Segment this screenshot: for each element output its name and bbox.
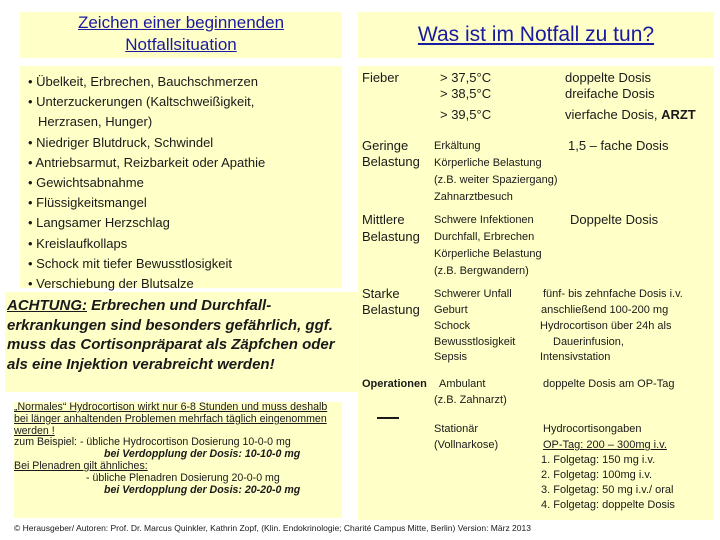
warning-text: Erbrechen und Durchfall-erkrankungen sind besonders gefährlich, ggf. muss das Cortisonpräparat als Zäpfchen oder als eine Injektion verabreicht werden! xyxy=(7,297,335,373)
fieber-dose-arzt: vierfache Dosis, ARZT xyxy=(565,107,696,122)
geringe-item: Erkältung xyxy=(434,140,481,152)
geringe-dose: 1,5 – fache Dosis xyxy=(568,138,669,153)
symptom-item: • Verschiebung der Blutsalze xyxy=(28,276,194,292)
stationaer-dose: 3. Folgetag: 50 mg i.v./ oral xyxy=(541,484,674,496)
symptom-item: • Schock mit tiefer Bewusstlosigkeit xyxy=(28,255,232,271)
mittlere-item: Durchfall, Erbrechen xyxy=(434,231,535,243)
mittlere-item: Schwere Infektionen xyxy=(434,214,534,226)
symptom-item: • Antriebsarmut, Reizbarkeit oder Apathie xyxy=(28,154,266,170)
symptom-item: • Niedriger Blutdruck, Schwindel xyxy=(28,134,214,150)
starke-item: Schock xyxy=(434,320,471,332)
mittlere-item: (z.B. Bergwandern) xyxy=(434,265,529,277)
footer-credits: © Herausgeber/ Autoren: Prof. Dr. Marcus Quinkler, Kathrin Zopf, (Klin. Endokrinologie; Charité Campus Mitte, Berlin) Version: März 2013 xyxy=(14,523,531,533)
symptom-list-box xyxy=(20,66,342,292)
starke-dose: fünf- bis zehnfache Dosis i.v. xyxy=(543,288,683,300)
fieber-label: Fieber xyxy=(362,70,399,85)
symptom-item: • Gewichtsabnahme xyxy=(28,175,144,191)
stationaer-dose: 2. Folgetag: 100mg i.v. xyxy=(541,469,653,481)
warning-box xyxy=(5,292,357,392)
operationen-label: Operationen xyxy=(362,378,427,390)
stationaer-dose: 1. Folgetag: 150 mg i.v. xyxy=(541,454,656,466)
fieber-temp: > 37,5°C xyxy=(440,70,492,85)
note-example: zum Beispiel: - übliche Hydrocortison Dosierung 10-0-0 mg xyxy=(14,436,291,449)
starke-label: Belastung xyxy=(362,302,420,317)
right-title-box xyxy=(358,12,714,58)
starke-label: Starke xyxy=(362,286,400,301)
geringe-item: Zahnarztbesuch xyxy=(434,191,513,203)
note-plenadren-dose: - übliche Plenadren Dosierung 20-0-0 mg xyxy=(86,471,280,484)
mittlere-label: Belastung xyxy=(362,229,420,244)
stationaer-dose: OP-Tag: 200 – 300mg i.v. xyxy=(543,439,667,451)
hydrocortisone-note xyxy=(14,402,342,518)
starke-dose: Hydrocortison über 24h als xyxy=(540,320,672,332)
mittlere-dose: Doppelte Dosis xyxy=(570,212,659,227)
fieber-temp: > 38,5°C xyxy=(440,86,492,101)
symptom-item: • Kreislaufkollaps xyxy=(28,235,128,251)
left-title: Zeichen einer beginnenden Notfallsituation xyxy=(77,13,285,54)
stationaer-dose: Hydrocortisongaben xyxy=(543,423,642,435)
stationaer-dose: 4. Folgetag: doppelte Dosis xyxy=(541,499,675,511)
fieber-dose: dreifache Dosis xyxy=(565,86,655,101)
starke-item: Sepsis xyxy=(434,351,468,363)
note-plenadren: Bei Plenadren gilt ähnliches: xyxy=(14,459,148,472)
symptom-item: • Flüssigkeitsmangel xyxy=(28,195,147,211)
starke-item: Schwerer Unfall xyxy=(434,288,512,300)
mittlere-label: Mittlere xyxy=(362,212,405,227)
fieber-temp: > 39,5°C xyxy=(440,107,492,122)
divider-line xyxy=(377,417,399,419)
operationen-ambulant-dose: doppelte Dosis am OP-Tag xyxy=(543,378,675,390)
geringe-label: Belastung xyxy=(362,154,420,169)
note-example-double: bei Verdopplung der Dosis: 10-10-0 mg xyxy=(104,448,301,461)
note-plenadren-double: bei Verdopplung der Dosis: 20-20-0 mg xyxy=(104,483,301,496)
operationen-ambulant: Ambulant xyxy=(439,378,486,390)
geringe-item: Körperliche Belastung xyxy=(434,157,542,169)
operationen-ambulant-note: (z.B. Zahnarzt) xyxy=(434,394,507,406)
warning-label: ACHTUNG: xyxy=(7,297,87,314)
left-title-box xyxy=(20,12,342,58)
symptom-item: Herzrasen, Hunger) xyxy=(38,114,153,130)
symptom-list xyxy=(20,66,342,294)
symptom-item: • Übelkeit, Erbrechen, Bauchschmerzen xyxy=(28,74,258,89)
starke-item: Geburt xyxy=(434,304,468,316)
starke-dose: Dauerinfusion, xyxy=(553,336,624,348)
starke-item: Bewusstlosigkeit xyxy=(434,336,516,348)
starke-dose: anschließend 100-200 mg xyxy=(541,304,669,316)
symptom-item: • Langsamer Herzschlag xyxy=(28,215,170,231)
operationen-stationaer-note: (Vollnarkose) xyxy=(434,439,499,451)
symptom-item: • Unterzuckerungen (Kaltschweißigkeit, xyxy=(28,94,255,110)
mittlere-item: Körperliche Belastung xyxy=(434,248,542,260)
starke-dose: Intensivstation xyxy=(540,351,611,363)
fieber-dose: doppelte Dosis xyxy=(565,70,651,85)
geringe-label: Geringe xyxy=(362,138,409,153)
note-intro: „Normales“ Hydrocortison wirkt nur 6-8 Stunden und muss deshalb bei länger anhaltenden Problemen mehrfach täglich eingenommen werden ! xyxy=(14,401,328,437)
operationen-stationaer: Stationär xyxy=(434,423,479,435)
right-title: Was ist im Notfall zu tun? xyxy=(417,23,655,46)
geringe-item: (z.B. weiter Spaziergang) xyxy=(434,174,558,186)
